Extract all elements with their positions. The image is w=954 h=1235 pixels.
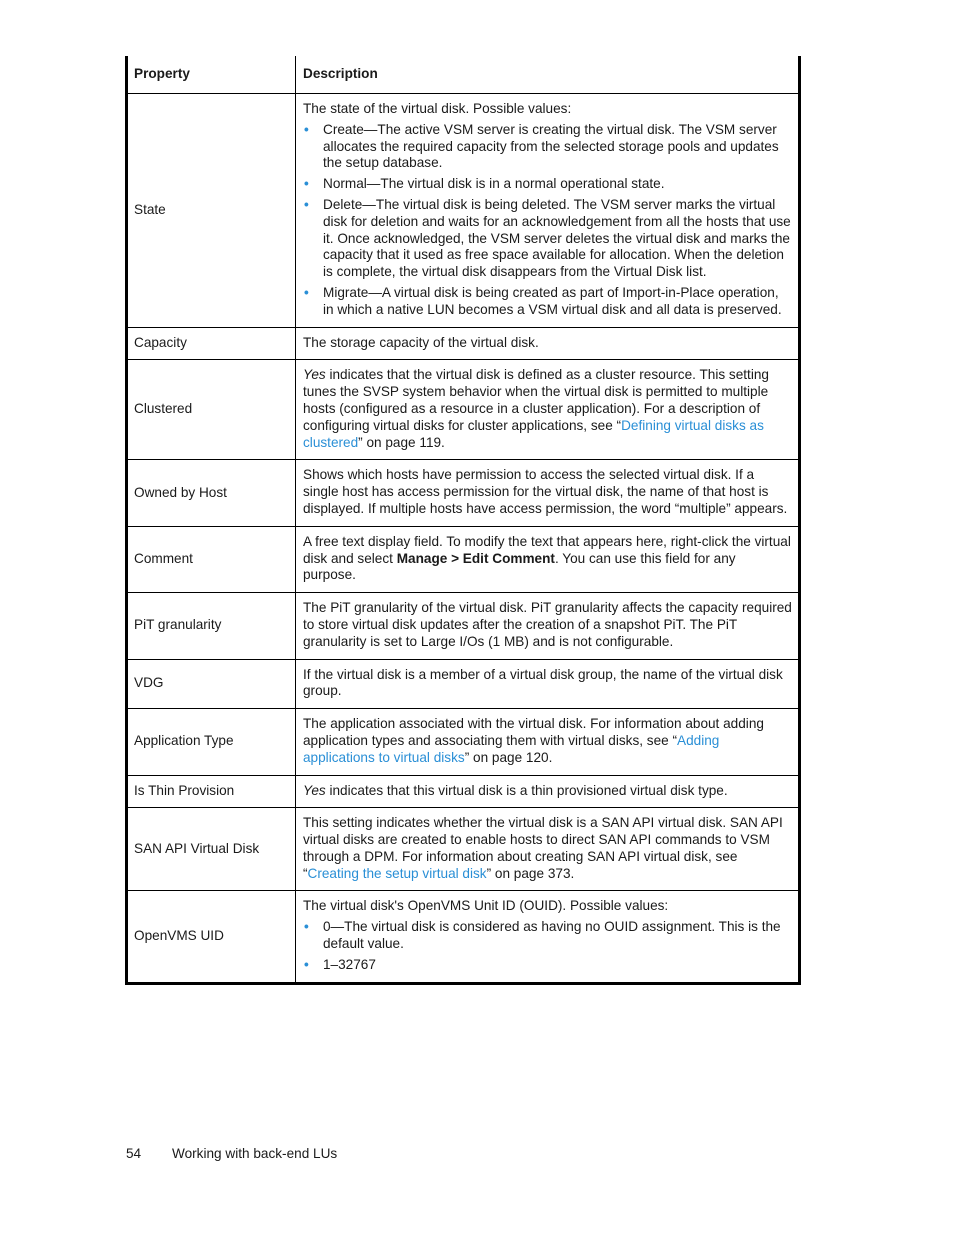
property-cell: Comment — [128, 527, 296, 592]
table-row-capacity — [128, 327, 798, 360]
property-cell: PiT granularity — [128, 593, 296, 658]
description-cell — [296, 360, 798, 459]
list-item — [303, 197, 792, 281]
bullet-icon: • — [304, 121, 309, 137]
list-item — [303, 122, 792, 172]
table-header-row — [128, 56, 798, 93]
description-text: indicates that this virtual disk is a thin provisioned virtual disk type. — [325, 782, 728, 798]
description-cell — [296, 527, 798, 592]
list-item — [303, 285, 792, 319]
page-reference: ” on page 119. — [358, 434, 445, 450]
list-item — [303, 919, 792, 953]
property-cell: Owned by Host — [128, 460, 296, 525]
page-reference: ” on page 373. — [486, 865, 575, 881]
list-item — [303, 957, 792, 974]
bullet-icon: • — [304, 284, 309, 300]
state-intro: The state of the virtual disk. Possible values: — [303, 101, 572, 116]
bullet-text: Create—The active VSM server is creating the virtual disk. The VSM server allocates the required capacity from the selected storage pools and updates the setup database. — [323, 121, 779, 171]
description-cell — [296, 94, 798, 327]
page-footer — [126, 1146, 337, 1161]
property-cell: SAN API Virtual Disk — [128, 808, 296, 890]
italic-yes: Yes — [303, 782, 326, 798]
property-cell: VDG — [128, 660, 296, 709]
section-title: Working with back-end LUs — [172, 1146, 338, 1161]
description-text: . You can use this field for any purpose. — [303, 550, 736, 583]
list-item — [303, 176, 792, 193]
cross-reference-link[interactable]: Defining virtual disks as clustered — [303, 417, 764, 450]
openvms-values-list — [303, 919, 792, 973]
description-cell — [296, 808, 798, 890]
table-row-pit-granularity — [128, 592, 798, 658]
description-cell: The PiT granularity of the virtual disk. PiT granularity affects the capacity required to store virtual disk updates after the creation of a snapshot PiT. The PiT granularity is set to Large I/Os (1 MB) and is not configurable. — [303, 600, 792, 649]
property-cell: Clustered — [128, 360, 296, 459]
description-cell — [296, 891, 798, 981]
bullet-icon: • — [304, 176, 309, 192]
bullet-text: 0—The virtual disk is considered as having no OUID assignment. This is the default value. — [323, 919, 781, 952]
italic-yes: Yes — [303, 367, 326, 383]
page-number: 54 — [126, 1146, 142, 1161]
description-text: This setting indicates whether the virtual disk is a SAN API virtual disk. SAN API virtual disks are created to enable hosts to direct SAN API commands to VSM through a DPM. For information about creating SAN API virtual disk, see “ — [303, 815, 783, 881]
table-row-application-type — [128, 708, 798, 774]
property-cell: State — [128, 94, 296, 327]
property-cell: Capacity — [128, 328, 296, 360]
table-row-thin-provision — [128, 775, 798, 808]
state-values-list — [303, 122, 792, 319]
property-cell: OpenVMS UID — [128, 891, 296, 981]
bullet-icon: • — [304, 919, 309, 935]
bullet-text: Normal—The virtual disk is in a normal operational state. — [323, 176, 665, 192]
cross-reference-link[interactable]: Adding applications to virtual disks — [303, 732, 720, 765]
openvms-intro: The virtual disk's OpenVMS Unit ID (OUID). Possible values: — [303, 898, 669, 914]
description-cell: Shows which hosts have permission to access the selected virtual disk. If a single host has access permission for the virtual disk, the name of that host is displayed. If multiple hosts have access permission, the word “multiple” appears. — [303, 467, 788, 516]
bullet-icon: • — [304, 196, 309, 212]
description-cell — [296, 776, 798, 808]
header-property: Property — [128, 56, 296, 93]
property-cell: Application Type — [128, 709, 296, 774]
table-row-openvms-uid — [128, 890, 798, 981]
description-text: A free text display field. To modify the text that appears here, right-click the virtual disk and select — [303, 533, 791, 566]
table-row-owned-by-host — [128, 459, 798, 525]
description-text: indicates that the virtual disk is defined as a cluster resource. This setting tunes the SVSP system behavior when the virtual disk is permitted to multiple hosts (configured as a resource in a cluster application). For a description of configuring virtual disks for cluster applications, see “ — [303, 367, 769, 433]
bullet-icon: • — [304, 956, 309, 972]
bullet-text: Delete—The virtual disk is being deleted. The VSM server marks the virtual disk for deletion and waits for an acknowledgement from all the hosts that use it. Once acknowledged, the VSM server deletes the virtual disk and marks the capacity that it used as free space available for allocation. When the deletion is complete, the virtual disk disappears from the Virtual Disk list. — [323, 196, 791, 280]
properties-table — [125, 56, 801, 985]
table-row-san-api — [128, 807, 798, 890]
description-text: The application associated with the virtual disk. For information about adding application types and associating them with virtual disks, see “ — [303, 716, 764, 748]
description-cell: If the virtual disk is a member of a virtual disk group, the name of the virtual disk group. — [303, 666, 783, 699]
cross-reference-link[interactable]: Creating the setup virtual disk — [307, 865, 487, 881]
table-row-state — [128, 93, 798, 327]
menu-path: Manage > Edit Comment — [396, 550, 555, 566]
bullet-text: Migrate—A virtual disk is being created as part of Import-in-Place operation, in which a native LUN becomes a VSM virtual disk and all data is preserved. — [323, 284, 782, 317]
header-description: Description — [303, 66, 378, 82]
description-cell — [296, 709, 798, 774]
page-reference: ” on page 120. — [464, 749, 553, 765]
bullet-text: 1–32767 — [323, 956, 376, 972]
property-cell: Is Thin Provision — [128, 776, 296, 808]
description-cell: The storage capacity of the virtual disk. — [303, 334, 539, 350]
table-row-vdg — [128, 659, 798, 709]
table-row-comment — [128, 526, 798, 592]
table-row-clustered — [128, 359, 798, 459]
